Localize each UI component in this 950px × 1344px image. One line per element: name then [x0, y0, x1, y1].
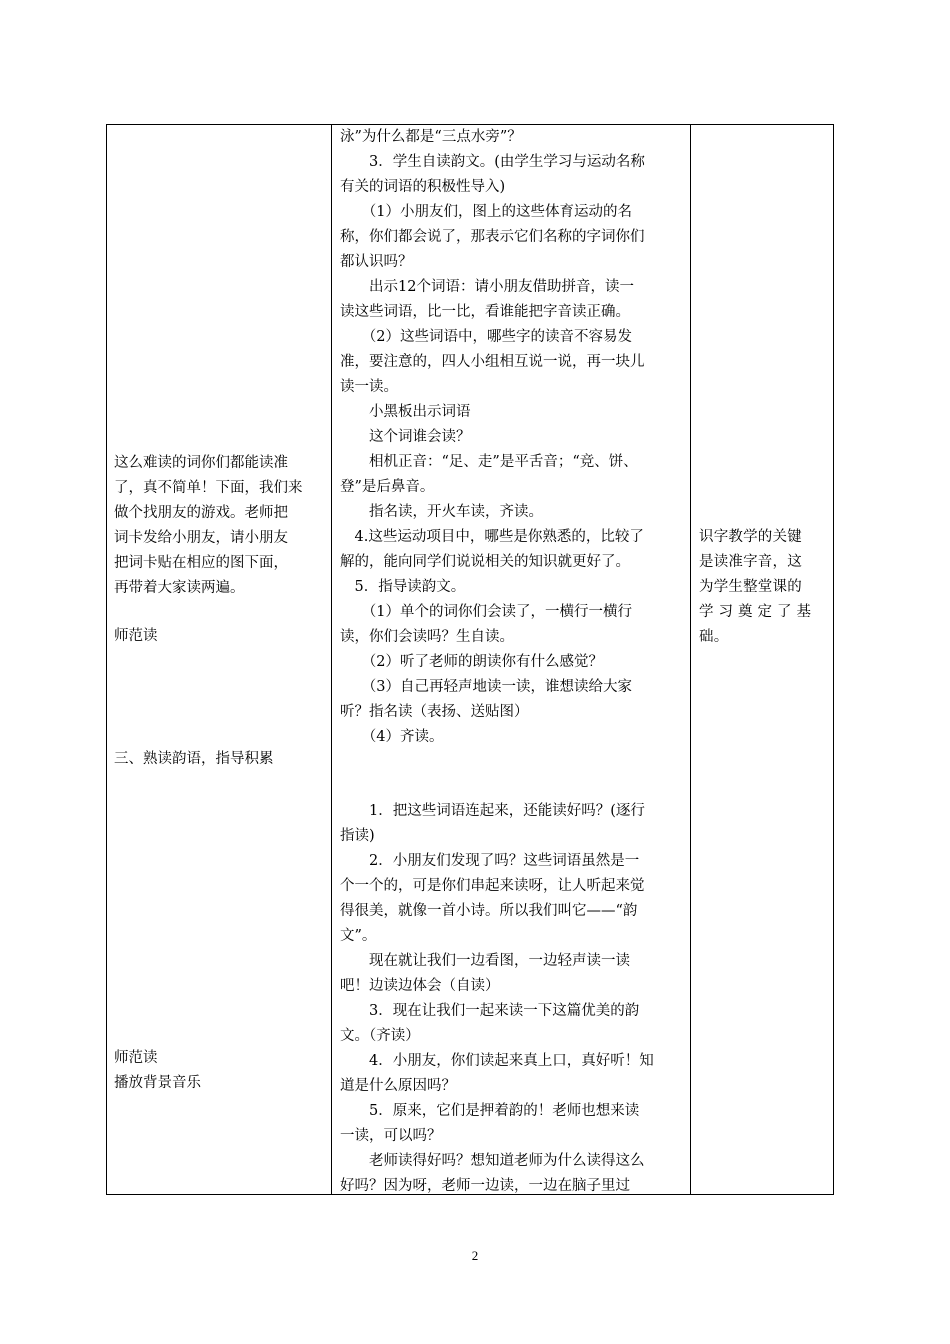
middle-text-line: 这个词谁会读？ [340, 429, 471, 445]
middle-text-line: （1）小朋友们，图上的这些体育运动的名 [340, 204, 632, 220]
right-text-line: 为学生整堂课的 [699, 579, 802, 595]
column-divider-1 [331, 125, 332, 1194]
left-note: 师范读 [114, 1050, 158, 1066]
left-note: 播放背景音乐 [114, 1075, 201, 1091]
right-text-line: 是读准字音，这 [699, 554, 802, 570]
middle-text-line: 泳”为什么都是“三点水旁”？ [340, 129, 522, 145]
middle-text-line: 相机正音：“足、走”是平舌音；“竞、饼、 [340, 454, 638, 470]
lesson-plan-table [106, 124, 834, 1195]
left-text-line: 词卡发给小朋友，请小朋友 [114, 530, 288, 546]
middle-text-line: 听？指名读（表扬、送贴图） [340, 704, 529, 720]
right-text-line: 学 习 奠 定 了 基 [699, 604, 812, 620]
middle-text-line: 3．现在让我们一起来读一下这篇优美的韵 [340, 1003, 640, 1019]
middle-text-line: 指读) [340, 828, 375, 844]
right-text-line: 识字教学的关键 [699, 529, 802, 545]
middle-text-line: 4．小朋友，你们读起来真上口，真好听！知 [340, 1053, 654, 1069]
middle-text-line: 4.这些运动项目中，哪些是你熟悉的，比较了 [340, 529, 644, 545]
page-number: 2 [471, 1248, 479, 1263]
left-text-line: 这么难读的词你们都能读准 [114, 455, 288, 471]
middle-text-line: 都认识吗？ [340, 254, 413, 270]
middle-text-line: （2）听了老师的朗读你有什么感觉？ [340, 654, 603, 670]
middle-text-line: （4）齐读。 [340, 729, 444, 745]
left-text-line: 了，真不简单！下面，我们来 [114, 480, 303, 496]
middle-text-line: 文。（齐读） [340, 1028, 420, 1044]
middle-text-line: 5．原来，它们是押着韵的！老师也想来读 [340, 1103, 640, 1119]
middle-text-line: 老师读得好吗？想知道老师为什么读得这么 [340, 1153, 645, 1169]
middle-text-line: 个一个的，可是你们串起来读呀，让人听起来觉 [340, 878, 645, 894]
middle-text-line: 出示12个词语：请小朋友借助拼音，读一 [340, 279, 634, 295]
left-text-line: 再带着大家读两遍。 [114, 580, 245, 596]
left-text-line: 做个找朋友的游戏。老师把 [114, 505, 288, 521]
middle-text-line: 指名读，开火车读，齐读。 [340, 504, 543, 520]
middle-text-line: 读这些词语，比一比，看谁能把字音读正确。 [340, 304, 630, 320]
middle-text-line: 一读，可以吗？ [340, 1128, 442, 1144]
middle-text-line: 小黑板出示词语 [340, 404, 471, 420]
right-column [699, 125, 831, 1194]
middle-text-line: 好吗？因为呀，老师一边读，一边在脑子里过 [340, 1178, 630, 1194]
section-heading: 三、熟读韵语，指导积累 [114, 751, 274, 767]
middle-text-line: 得很美，就像一首小诗。所以我们叫它——“韵 [340, 903, 638, 919]
middle-text-line: 道是什么原因吗？ [340, 1078, 456, 1094]
middle-text-line: 解的，能向同学们说说相关的知识就更好了。 [340, 554, 630, 570]
middle-text-line: 文”。 [340, 928, 377, 944]
middle-text-line: 1．把这些词语连起来，还能读好吗？(逐行 [340, 803, 645, 819]
middle-text-line: （3）自己再轻声地读一读，谁想读给大家 [340, 679, 632, 695]
left-column [114, 125, 328, 1194]
left-text-line: 把词卡贴在相应的图下面， [114, 555, 288, 571]
middle-text-line: （1）单个的词你们会读了，一横行一横行 [340, 604, 632, 620]
middle-text-line: 读一读。 [340, 379, 398, 395]
middle-text-line: 3．学生自读韵文。(由学生学习与运动名称 [340, 154, 645, 170]
right-text-line: 础。 [699, 629, 729, 645]
middle-text-line: 准，要注意的，四人小组相互说一说，再一块儿 [340, 354, 645, 370]
middle-text-line: 登”是后鼻音。 [340, 479, 435, 495]
left-note: 师范读 [114, 628, 158, 644]
middle-text-line: 吧！边读边体会（自读） [340, 978, 500, 994]
middle-text-line: 现在就让我们一边看图，一边轻声读一读 [340, 953, 630, 969]
middle-text-line: 有关的词语的积极性导入) [340, 179, 506, 195]
middle-text-line: 5．指导读韵文。 [340, 579, 466, 595]
middle-column [340, 125, 686, 1194]
middle-text-line: 称，你们都会说了，那表示它们名称的字词你们 [340, 229, 645, 245]
middle-text-line: 读，你们会读吗？生自读。 [340, 629, 514, 645]
column-divider-2 [690, 125, 691, 1194]
middle-text-line: 2．小朋友们发现了吗？这些词语虽然是一 [340, 853, 640, 869]
middle-text-line: （2）这些词语中，哪些字的读音不容易发 [340, 329, 632, 345]
